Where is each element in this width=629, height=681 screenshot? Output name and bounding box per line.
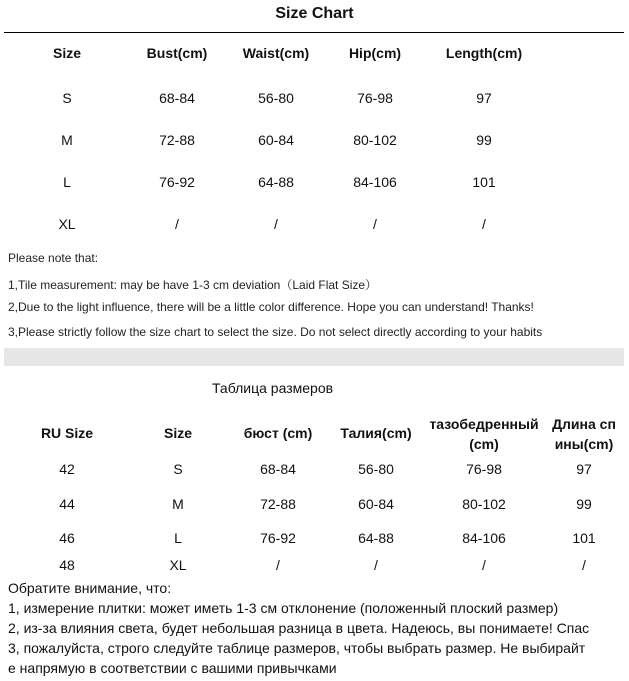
table-cell: 46	[59, 530, 75, 546]
table-cell: /	[582, 557, 586, 573]
table-cell: 68-84	[159, 90, 195, 106]
table-cell: /	[482, 216, 486, 232]
table-cell: 76-92	[260, 530, 296, 546]
header-hip: Hip(cm)	[348, 45, 402, 61]
size-chart-title: Size Chart	[275, 5, 354, 22]
table-cell: 68-84	[260, 461, 296, 477]
table-cell: L	[174, 530, 182, 546]
header-length: Length(cm)	[445, 45, 523, 61]
ru-size-chart-title: Таблица размеров	[212, 380, 334, 396]
ru-note-line: 1, измерение плитки: может иметь 1-3 см отклонение (положенный плоский размер)	[8, 600, 559, 616]
table-cell: 80-102	[462, 496, 506, 512]
note-line: 2,Due to the light influence, there will be a little color difference. Hope you can understand! Thanks!	[8, 300, 534, 314]
ru-header-size: Size	[163, 425, 193, 441]
ru-header-waist: Талия(cm)	[340, 425, 412, 441]
table-cell: 99	[476, 132, 492, 148]
header-size: Size	[52, 45, 82, 61]
table-cell: 64-88	[258, 174, 294, 190]
section-divider	[4, 348, 624, 366]
table-cell: XL	[169, 557, 187, 573]
ru-header-bust: бюст (cm)	[243, 425, 313, 441]
table-cell: 60-84	[358, 496, 394, 512]
table-cell: 97	[576, 461, 592, 477]
table-cell: 80-102	[353, 132, 397, 148]
table-cell: S	[173, 461, 183, 477]
table-cell: 84-106	[462, 530, 506, 546]
ru-note-heading: Обратите внимание, что:	[8, 580, 172, 596]
table-cell: /	[373, 216, 377, 232]
note-line: 3,Please strictly follow the size chart to select the size. Do not select directly according to your habits	[8, 325, 543, 339]
table-cell: 64-88	[358, 530, 394, 546]
table-cell: 48	[59, 557, 75, 573]
table-cell: /	[276, 557, 280, 573]
ru-note-line: 3, пожалуйста, строго следуйте таблице размеров, чтобы выбрать размер. Не выбирайт	[8, 640, 586, 656]
table-cell: 101	[572, 530, 596, 546]
table-cell: 76-98	[357, 90, 393, 106]
table-cell: 97	[476, 90, 492, 106]
table-cell: 72-88	[260, 496, 296, 512]
table-cell: 72-88	[159, 132, 195, 148]
table-cell: XL	[58, 216, 76, 232]
table-cell: L	[63, 174, 71, 190]
header-waist: Waist(cm)	[242, 45, 310, 61]
ru-header-length: Длина сп ины(cm)	[552, 416, 616, 452]
note-heading: Please note that:	[8, 251, 99, 265]
ru-header-ru-size: RU Size	[40, 425, 94, 441]
table-cell: M	[172, 496, 184, 512]
table-cell: 42	[59, 461, 75, 477]
header-bust: Bust(cm)	[146, 45, 208, 61]
ru-note-line: 2, из-за влияния света, будет небольшая разница в цвета. Надеюсь, вы понимаете! Спас	[8, 620, 590, 636]
table-cell: 99	[576, 496, 592, 512]
table-cell: 76-92	[159, 174, 195, 190]
table-cell: 101	[472, 174, 496, 190]
table-cell: 84-106	[353, 174, 397, 190]
table-cell: 56-80	[258, 90, 294, 106]
table-cell: 60-84	[258, 132, 294, 148]
table-cell: M	[61, 132, 73, 148]
ru-note-line: е напрямую в соответствии с вашими привычками	[8, 660, 337, 676]
table-cell: /	[374, 557, 378, 573]
table-cell: 76-98	[466, 461, 502, 477]
title-divider	[4, 32, 624, 33]
table-cell: /	[175, 216, 179, 232]
ru-header-hip: тазобедренный (cm)	[429, 416, 539, 452]
table-cell: 44	[59, 496, 75, 512]
note-line: 1,Tile measurement: may be have 1-3 cm deviation（Laid Flat Size）	[8, 278, 378, 292]
table-cell: S	[62, 90, 72, 106]
table-cell: /	[482, 557, 486, 573]
table-cell: /	[274, 216, 278, 232]
table-cell: 56-80	[358, 461, 394, 477]
